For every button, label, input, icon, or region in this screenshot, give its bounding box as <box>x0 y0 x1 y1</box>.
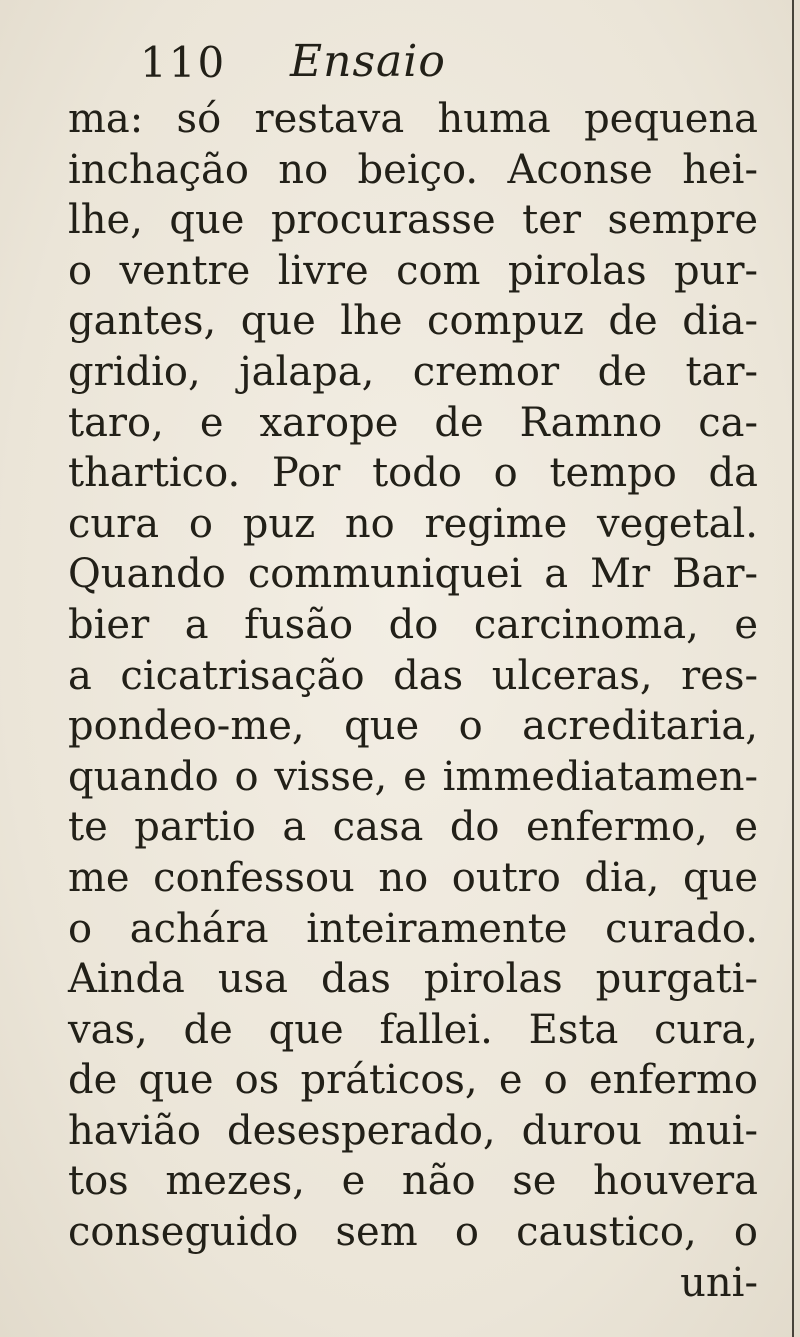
catchword: uni- <box>680 1259 758 1306</box>
text-line: o ventre livre com pirolas pur- <box>68 247 758 294</box>
text-line: gridio, jalapa, cremor de tar- <box>68 348 758 395</box>
text-line: Ainda usa das pirolas purgati- <box>68 956 758 1003</box>
text-line: tos mezes, e não se houvera <box>68 1158 758 1205</box>
text-line: pondeo-me, que o acreditaria, <box>68 703 758 750</box>
text-line: te partio a casa do enfermo, e <box>68 804 758 851</box>
text-line: de que os práticos, e o enfermo <box>68 1057 758 1104</box>
text-line: a cicatrisação das ulceras, res- <box>68 652 758 699</box>
text-line: inchação no beiço. Aconse hei- <box>68 146 758 193</box>
text-line: bier a fusão do carcinoma, e <box>68 601 758 648</box>
text-line: cura o puz no regime vegetal. <box>68 500 758 547</box>
text-line: vas, de que fallei. Esta cura, <box>68 1006 758 1053</box>
text-line: quando o visse, e immediatamen- <box>68 753 758 800</box>
running-title: Ensaio <box>290 36 446 87</box>
text-line: Quando communiquei a Mr Bar- <box>68 551 758 598</box>
text-line: conseguido sem o caustico, o <box>68 1209 758 1256</box>
text-line: lhe, que procurasse ter sempre <box>68 197 758 244</box>
text-line: taro, e xarope de Ramno ca- <box>68 399 758 446</box>
text-line: o achára inteiramente curado. <box>68 905 758 952</box>
body-text <box>68 94 758 1308</box>
page-number: 110 <box>140 38 227 87</box>
text-line: me confessou no outro dia, que <box>68 854 758 901</box>
text-line: havião desesperado, durou mui- <box>68 1107 758 1154</box>
text-line: ma: só restava huma pequena <box>68 96 758 142</box>
text-line: thartico. Por todo o tempo da <box>68 450 758 497</box>
page-edge-line <box>792 0 794 1337</box>
text-line: gantes, que lhe compuz de dia- <box>68 298 758 345</box>
page-header <box>0 18 800 87</box>
